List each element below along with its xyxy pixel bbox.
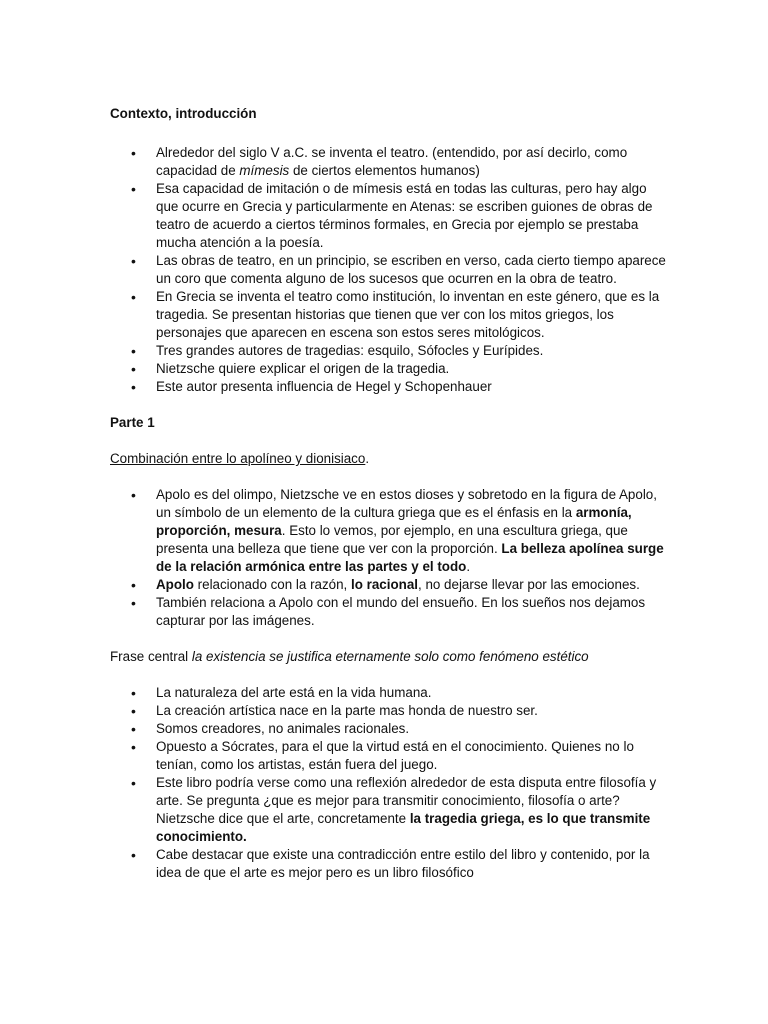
list-item: • Esa capacidad de imitación o de mímesis está en todas las culturas, pero hay algo que ocurre en Grecia y particularmente en Atenas: se escriben guiones de obras de teatro de acuerdo a ciertos términos formales, en Grecia por ejemplo se prestaba mucha atención a la poesía. — [131, 181, 653, 250]
section-subtitle: Combinación entre lo apolíneo y dionisiaco. — [110, 451, 370, 466]
bullet-icon: • — [131, 703, 136, 719]
list-item: • Este autor presenta influencia de Hegel y Schopenhauer — [131, 379, 492, 395]
list-item: • Somos creadores, no animales racionales. — [131, 721, 410, 737]
bullet-icon: • — [131, 721, 136, 737]
central-phrase: Frase central la existencia se justifica eternamente solo como fenómeno estético — [110, 649, 589, 664]
list-item: • Alrededor del siglo V a.C. se inventa el teatro. (entendido, por así decirlo, como capacidad de mímesis de ciertos elementos humanos) — [131, 145, 628, 178]
list-item: • También relaciona a Apolo con el mundo del ensueño. En los sueños nos dejamos capturar por las imágenes. — [131, 595, 646, 628]
list-item: • Las obras de teatro, en un principio, se escriben en verso, cada cierto tiempo aparece un coro que comenta alguno de los sucesos que ocurren en la obra de teatro. — [131, 253, 666, 286]
bullet-icon: • — [131, 739, 136, 755]
context-list — [110, 144, 670, 396]
list-item: • Opuesto a Sócrates, para el que la virtud está en el conocimiento. Quienes no lo tenían, como los artistas, están fuera del juego. — [131, 739, 634, 772]
bullet-icon: • — [131, 685, 136, 701]
bullet-icon: • — [131, 487, 136, 503]
apollo-list — [110, 486, 670, 630]
list-item: • La naturaleza del arte está en la vida humana. — [131, 685, 432, 701]
list-item: • Nietzsche quiere explicar el origen de la tragedia. — [131, 361, 450, 377]
bullet-icon: • — [131, 253, 136, 269]
list-item: • Apolo es del olimpo, Nietzsche ve en estos dioses y sobretodo en la figura de Apolo, un símbolo de un elemento de la cultura griega que es el énfasis en la armonía, proporción, mesura. Esto lo vemos, por ejemplo, en una escultura griega, que presenta una belleza que tiene que ver con la proporción. La belleza apolínea surge de la relación armónica entre las partes y el todo. — [131, 487, 664, 574]
list-item: • En Grecia se inventa el teatro como institución, lo inventan en este género, que es la tragedia. Se presentan historias que tienen que ver con los mitos griegos, los personajes que aparecen en escena son estos seres mitológicos. — [131, 289, 660, 340]
bullet-icon: • — [131, 379, 136, 395]
bullet-icon: • — [131, 847, 136, 863]
bullet-icon: • — [131, 577, 136, 593]
bullet-icon: • — [131, 775, 136, 791]
section-title-part1: Parte 1 — [110, 415, 155, 430]
section-title-context: Contexto, introducción — [110, 106, 257, 121]
bullet-icon: • — [131, 343, 136, 359]
bullet-icon: • — [131, 595, 136, 611]
document-body — [110, 105, 670, 882]
art-list — [110, 684, 670, 882]
bullet-icon: • — [131, 181, 136, 197]
list-item: • Tres grandes autores de tragedias: esquilo, Sófocles y Eurípides. — [131, 343, 544, 359]
list-item: • Cabe destacar que existe una contradicción entre estilo del libro y contenido, por la idea de que el arte es mejor pero es un libro filosófico — [131, 847, 650, 880]
bullet-icon: • — [131, 361, 136, 377]
bullet-icon: • — [131, 289, 136, 305]
bullet-icon: • — [131, 145, 136, 161]
list-item: • La creación artística nace en la parte mas honda de nuestro ser. — [131, 703, 538, 719]
list-item: • Apolo relacionado con la razón, lo racional, no dejarse llevar por las emociones. — [131, 577, 640, 593]
list-item: • Este libro podría verse como una reflexión alrededor de esta disputa entre filosofía y arte. Se pregunta ¿que es mejor para transmitir conocimiento, filosofía o arte? Nietzsche dice que el arte, concretamente la tragedia griega, es lo que transmite conocimiento. — [131, 775, 657, 844]
